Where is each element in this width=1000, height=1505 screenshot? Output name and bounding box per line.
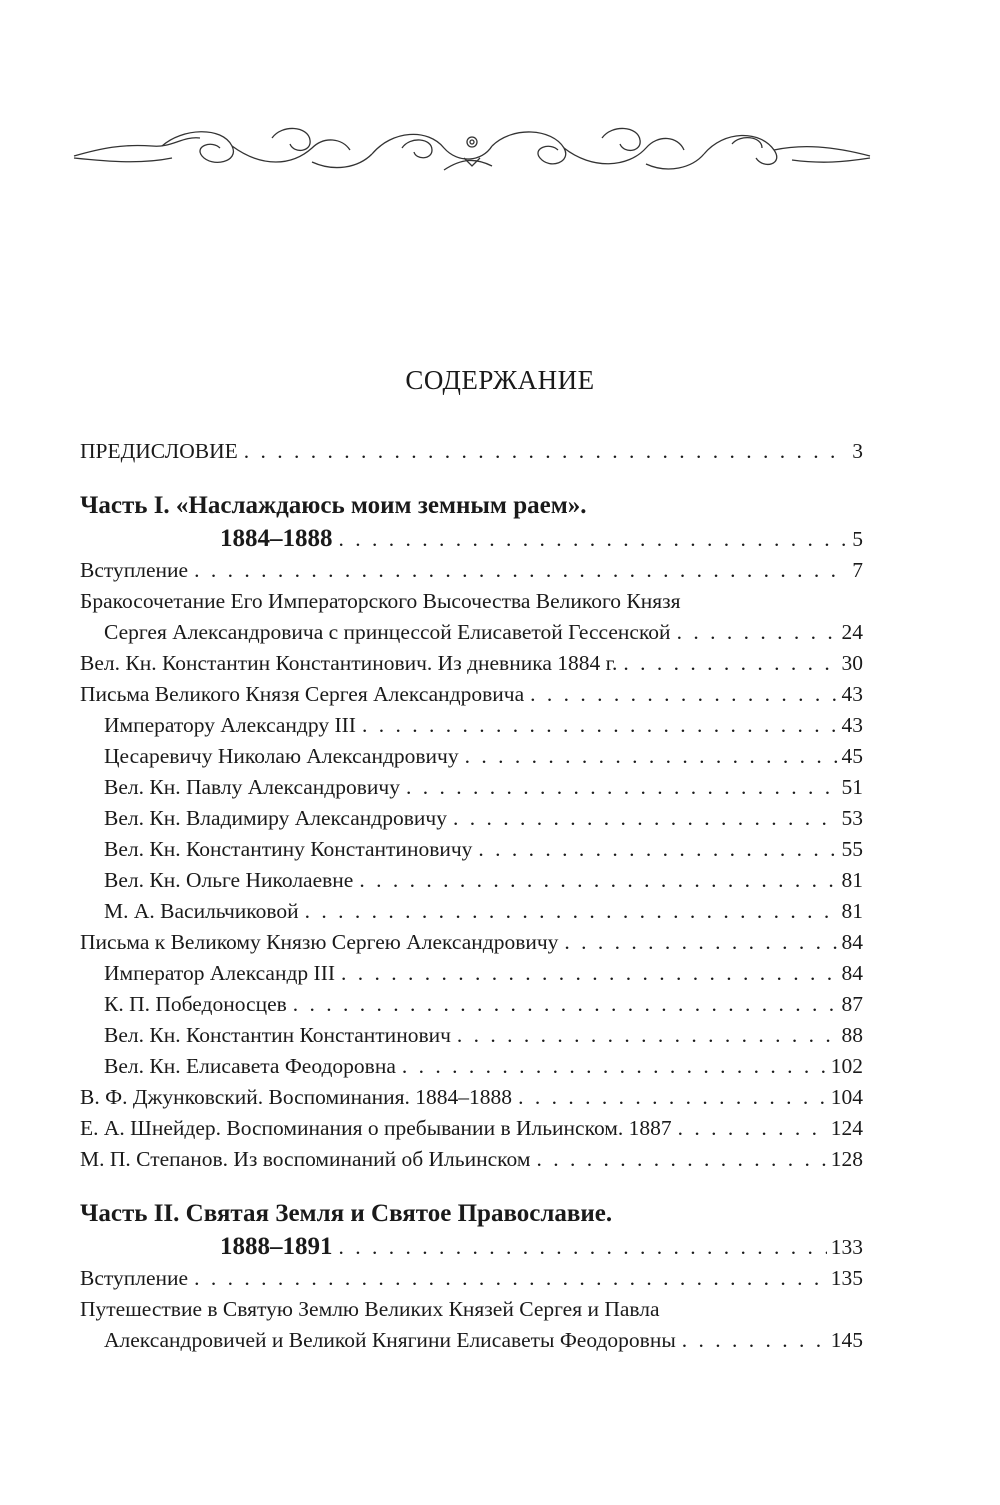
toc-page-number: 51	[841, 775, 863, 799]
toc-entry-label: Вступление	[80, 558, 189, 582]
toc-subentry[interactable]	[80, 803, 863, 834]
toc-page-number: 3	[852, 439, 863, 463]
part1-years-entry[interactable]	[80, 523, 863, 555]
dot-leader	[406, 772, 838, 803]
toc-page-number: 102	[830, 1054, 863, 1078]
toc-page-number: 7	[852, 558, 863, 582]
dot-leader	[530, 679, 837, 710]
toc-entry-preface[interactable]	[80, 436, 863, 467]
toc-entry-label: Вступление	[80, 1266, 189, 1290]
toc-page-number: 128	[830, 1147, 863, 1171]
toc-entry-label: В. Ф. Джунковский. Воспоминания. 1884–1888	[80, 1085, 513, 1109]
toc-subentry[interactable]	[80, 865, 863, 896]
toc-subentry[interactable]	[80, 834, 863, 865]
dot-leader	[677, 617, 838, 648]
toc-entry-wedding-line1[interactable]: Бракосочетание Его Императорского Высочества Великого Князя	[80, 589, 681, 613]
dot-leader	[678, 1113, 827, 1144]
toc-entry-label: М. П. Степанов. Из воспоминаний об Ильинском	[80, 1147, 531, 1171]
toc-page-number: 81	[841, 868, 863, 892]
toc-entry-label: Император Александр III	[104, 961, 336, 985]
toc-page-number: 104	[830, 1085, 863, 1109]
dot-leader	[339, 524, 849, 555]
toc-entry-label: Письма Великого Князя Сергея Александровича	[80, 682, 525, 706]
toc-subentry[interactable]	[80, 989, 863, 1020]
dot-leader	[478, 834, 837, 865]
toc-subentry[interactable]	[80, 710, 863, 741]
dot-leader	[293, 989, 838, 1020]
dot-leader	[194, 1263, 827, 1294]
toc-entry-intro[interactable]	[80, 1263, 863, 1294]
dot-leader	[453, 803, 838, 834]
toc-entry-journey-line1[interactable]: Путешествие в Святую Землю Великих Князей Сергея и Павла	[80, 1297, 660, 1321]
toc-entry-label: Императору Александру III	[104, 713, 356, 737]
dot-leader	[402, 1051, 827, 1082]
toc-entry-journey[interactable]	[80, 1325, 863, 1356]
dot-leader	[362, 710, 838, 741]
toc-entry-label: Вел. Кн. Павлу Александровичу	[104, 775, 400, 799]
toc-page-number: 84	[841, 930, 863, 954]
toc-subentry[interactable]	[80, 1020, 863, 1051]
toc-page-number: 43	[841, 682, 863, 706]
dot-leader	[623, 648, 837, 679]
toc-page-number: 133	[830, 1235, 863, 1259]
toc-entry-memoir[interactable]	[80, 1082, 863, 1113]
part1-heading[interactable]: Часть I. «Наслаждаюсь моим земным раем».	[80, 492, 587, 519]
dot-leader	[339, 1232, 827, 1263]
dot-leader	[682, 1325, 827, 1356]
toc-subentry[interactable]	[80, 896, 863, 927]
toc-page-number: 55	[841, 837, 863, 861]
toc-subentry[interactable]	[80, 772, 863, 803]
toc-entry-label: Письма к Великому Князю Сергею Александровичу	[80, 930, 559, 954]
dot-leader	[518, 1082, 827, 1113]
toc-subentry[interactable]	[80, 741, 863, 772]
toc-page-number: 53	[841, 806, 863, 830]
toc-entry-label: Вел. Кн. Ольге Николаевне	[104, 868, 354, 892]
part1-years: 1884–1888	[220, 525, 333, 552]
toc-entry-label: Е. А. Шнейдер. Воспоминания о пребывании в Ильинском. 1887	[80, 1116, 672, 1140]
toc-entry-label: М. А. Васильчиковой	[104, 899, 299, 923]
toc-subentry[interactable]	[80, 1051, 863, 1082]
part2-years-entry[interactable]	[80, 1231, 863, 1263]
toc-entry-label: Сергея Александровича с принцессой Елисаветой Гессенской	[104, 620, 671, 644]
dot-leader	[194, 555, 848, 586]
dot-leader	[457, 1020, 838, 1051]
toc-entry-memoir[interactable]	[80, 1113, 863, 1144]
decorative-ornament-header	[72, 118, 872, 184]
toc-entry-label: К. П. Победоносцев	[104, 992, 287, 1016]
toc-entry-label: Вел. Кн. Константину Константиновичу	[104, 837, 473, 861]
dot-leader	[341, 958, 837, 989]
toc-page-number: 84	[841, 961, 863, 985]
toc-entry-intro[interactable]	[80, 555, 863, 586]
toc-entry-label: Вел. Кн. Владимиру Александровичу	[104, 806, 447, 830]
toc-page-number: 43	[841, 713, 863, 737]
toc-page-number: 5	[852, 527, 863, 551]
toc-page-number: 45	[841, 744, 863, 768]
toc-entry-diary[interactable]	[80, 648, 863, 679]
toc-entry-label: Вел. Кн. Константин Константинович. Из дневника 1884 г.	[80, 651, 618, 675]
toc-page-number: 87	[841, 992, 863, 1016]
dot-leader	[244, 436, 849, 467]
toc-page-number: 124	[830, 1116, 863, 1140]
toc-entry-wedding[interactable]	[80, 617, 863, 648]
toc-page-number: 88	[841, 1023, 863, 1047]
table-of-contents	[80, 436, 863, 1356]
toc-entry-letters-to[interactable]	[80, 927, 863, 958]
part2-heading[interactable]: Часть II. Святая Земля и Святое Православие.	[80, 1200, 613, 1227]
toc-entry-memoir[interactable]	[80, 1144, 863, 1175]
toc-entry-label: Александровичей и Великой Княгини Елисаветы Феодоровны	[104, 1328, 676, 1352]
part2-years: 1888–1891	[220, 1233, 333, 1260]
toc-entry-label: Цесаревичу Николаю Александровичу	[104, 744, 459, 768]
toc-page-number: 24	[841, 620, 863, 644]
dot-leader	[465, 741, 838, 772]
toc-subentry[interactable]	[80, 958, 863, 989]
toc-page-number: 30	[841, 651, 863, 675]
toc-entry-label: Вел. Кн. Елисавета Феодоровна	[104, 1054, 396, 1078]
toc-entry-label: Вел. Кн. Константин Константинович	[104, 1023, 451, 1047]
page-title: СОДЕРЖАНИЕ	[405, 365, 595, 395]
toc-page-number: 145	[830, 1328, 863, 1352]
dot-leader	[305, 896, 838, 927]
toc-entry-letters-from[interactable]	[80, 679, 863, 710]
dot-leader	[564, 927, 837, 958]
dot-leader	[359, 865, 837, 896]
toc-page-number: 81	[841, 899, 863, 923]
dot-leader	[536, 1144, 826, 1175]
toc-entry-label: ПРЕДИСЛОВИЕ	[80, 439, 238, 463]
toc-page-number: 135	[830, 1266, 863, 1290]
